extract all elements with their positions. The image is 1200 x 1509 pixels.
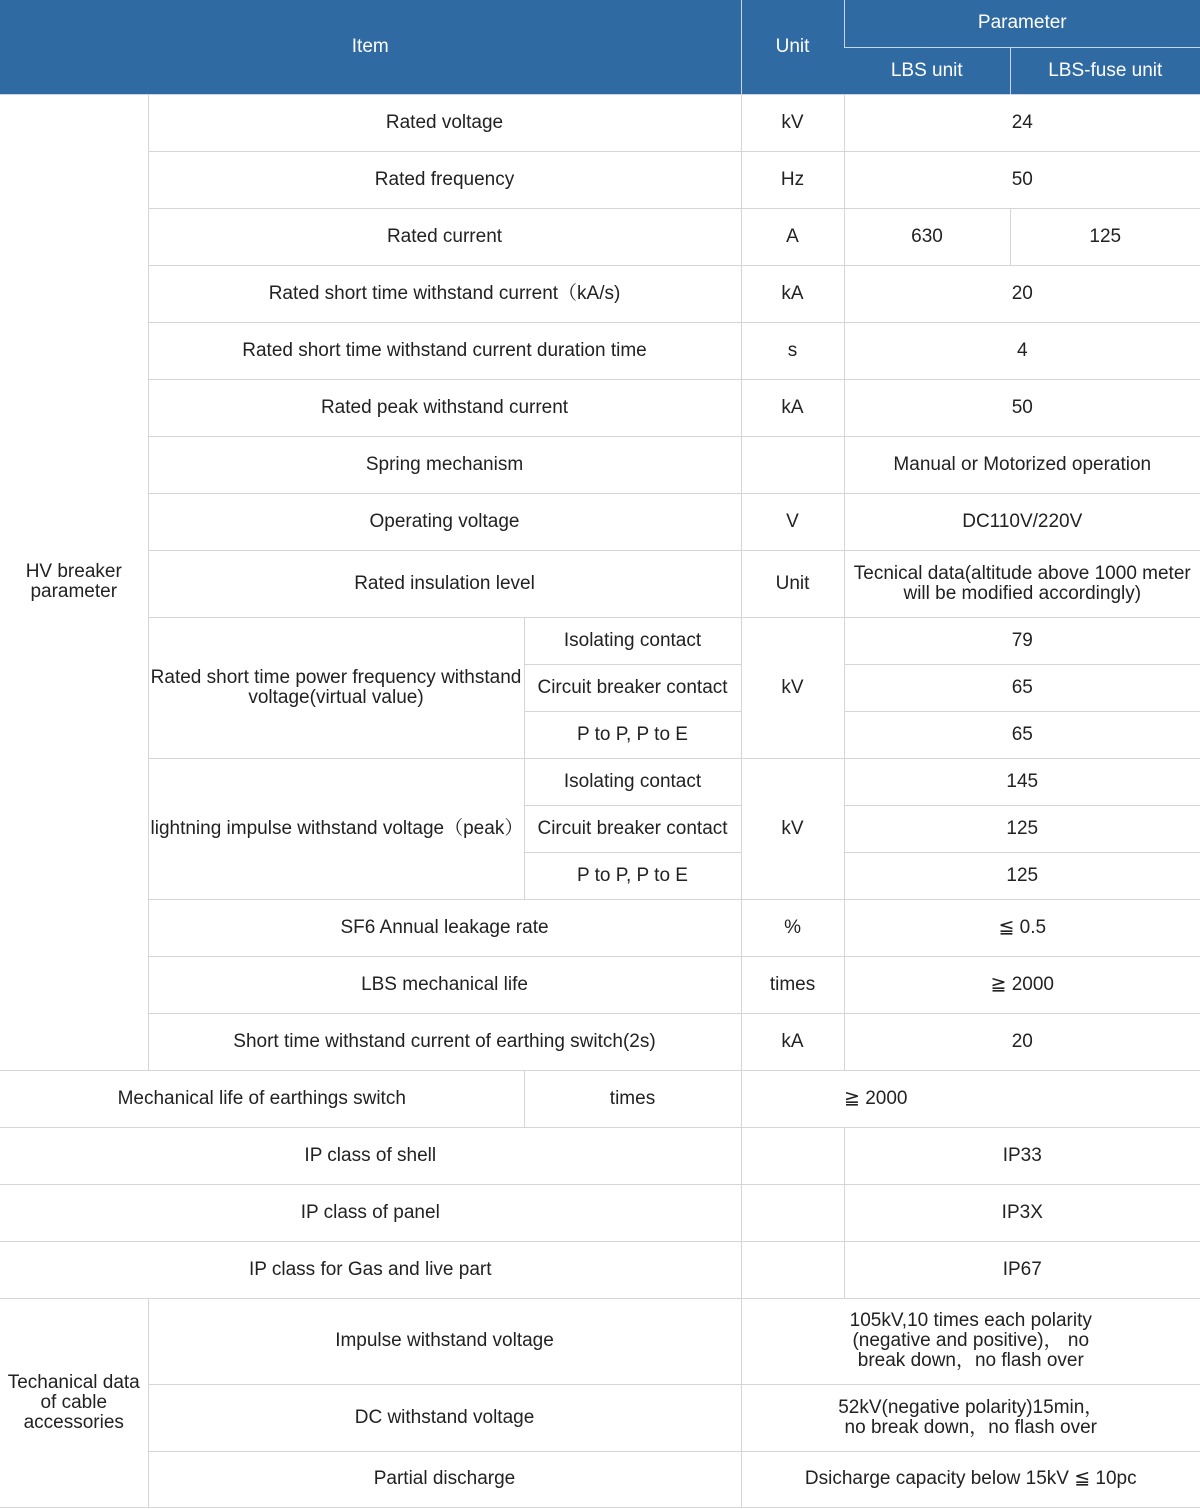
value-cell: 24	[844, 94, 1200, 151]
value-cell: 65	[844, 711, 1200, 758]
sub-item-cell: Circuit breaker contact	[524, 664, 741, 711]
item-cell: Operating voltage	[148, 493, 741, 550]
unit-cell	[741, 436, 844, 493]
group-hv-breaker: HV breaker parameter	[0, 94, 148, 1070]
sub-item-cell: P to P, P to E	[524, 852, 741, 899]
group-cable-accessories: Techanical data of cable accessories	[0, 1298, 148, 1507]
item-cell: Mechanical life of earthings switch	[0, 1070, 524, 1127]
item-cell: Rated short time withstand current duration time	[148, 322, 741, 379]
value-cell: 20	[844, 1013, 1200, 1070]
value-cell: 20	[844, 265, 1200, 322]
value-cell: 50	[844, 379, 1200, 436]
item-cell: Short time withstand current of earthing switch(2s)	[148, 1013, 741, 1070]
table-row	[0, 956, 1200, 1013]
unit-cell	[741, 1127, 844, 1184]
table-row	[0, 94, 1200, 151]
item-cell-lightning: lightning impulse withstand voltage（peak）	[148, 758, 524, 899]
table-row	[0, 1384, 1200, 1451]
table-row	[0, 1184, 1200, 1241]
value-cell: Tecnical data(altitude above 1000 meter will be modified accordingly)	[844, 550, 1200, 617]
value-cell: DC110V/220V	[844, 493, 1200, 550]
table-row	[0, 1241, 1200, 1298]
item-cell-power-frequency: Rated short time power frequency withstand voltage(virtual value)	[148, 617, 524, 758]
unit-cell: kA	[741, 265, 844, 322]
item-cell: Spring mechanism	[148, 436, 741, 493]
item-cell: Rated voltage	[148, 94, 741, 151]
item-cell: DC withstand voltage	[148, 1384, 741, 1451]
item-cell: IP class for Gas and live part	[0, 1241, 741, 1298]
value-cell: 50	[844, 151, 1200, 208]
unit-cell: s	[741, 322, 844, 379]
value-cell: ≧ 2000	[741, 1070, 1010, 1127]
unit-cell: %	[741, 899, 844, 956]
item-cell: Rated frequency	[148, 151, 741, 208]
unit-cell: kV	[741, 617, 844, 758]
value-cell: 4	[844, 322, 1200, 379]
table-row	[0, 758, 1200, 805]
table-row	[0, 493, 1200, 550]
value-cell: 125	[844, 805, 1200, 852]
table-row	[0, 1451, 1200, 1507]
table-row	[0, 1298, 1200, 1384]
table-row	[0, 550, 1200, 617]
sub-item-cell: Isolating contact	[524, 617, 741, 664]
table-row	[0, 265, 1200, 322]
unit-cell: times	[741, 956, 844, 1013]
unit-cell: Unit	[741, 550, 844, 617]
item-cell: Rated peak withstand current	[148, 379, 741, 436]
value-cell: 65	[844, 664, 1200, 711]
table-row	[0, 1127, 1200, 1184]
value-cell: 52kV(negative polarity)15min， no break down，no flash over	[741, 1384, 1200, 1451]
table-row	[0, 1013, 1200, 1070]
unit-cell: kV	[741, 94, 844, 151]
header-item: Item	[0, 0, 741, 94]
item-cell: Rated current	[148, 208, 741, 265]
unit-cell: kA	[741, 379, 844, 436]
value-cell: 105kV,10 times each polarity (negative and positive)， no break down，no flash over	[741, 1298, 1200, 1384]
value-cell: 145	[844, 758, 1200, 805]
item-cell: Rated insulation level	[148, 550, 741, 617]
item-cell: Rated short time withstand current（kA/s)	[148, 265, 741, 322]
unit-cell	[741, 1184, 844, 1241]
sub-item-cell: Isolating contact	[524, 758, 741, 805]
value-cell-lbs: 630	[844, 208, 1010, 265]
unit-cell: times	[524, 1070, 741, 1127]
item-cell: Impulse withstand voltage	[148, 1298, 741, 1384]
value-cell: ≧ 2000	[844, 956, 1200, 1013]
header-lbs-fuse-unit: LBS-fuse unit	[1010, 47, 1200, 94]
value-cell: IP3X	[844, 1184, 1200, 1241]
item-cell: LBS mechanical life	[148, 956, 741, 1013]
value-cell: IP67	[844, 1241, 1200, 1298]
table-row	[0, 899, 1200, 956]
unit-cell: V	[741, 493, 844, 550]
header-unit: Unit	[741, 0, 844, 94]
table-row	[0, 151, 1200, 208]
table-row	[0, 617, 1200, 664]
header-parameter: Parameter	[844, 0, 1200, 47]
unit-cell: Hz	[741, 151, 844, 208]
unit-cell	[741, 1241, 844, 1298]
table-row	[0, 208, 1200, 265]
value-cell: 125	[844, 852, 1200, 899]
value-cell: Manual or Motorized operation	[844, 436, 1200, 493]
unit-cell: kA	[741, 1013, 844, 1070]
table-row	[0, 322, 1200, 379]
value-cell: 79	[844, 617, 1200, 664]
value-cell: IP33	[844, 1127, 1200, 1184]
item-cell: Partial discharge	[148, 1451, 741, 1507]
table-row	[0, 379, 1200, 436]
table-row	[0, 436, 1200, 493]
unit-cell: kV	[741, 758, 844, 899]
header-lbs-unit: LBS unit	[844, 47, 1010, 94]
table-row	[0, 1070, 1200, 1127]
value-cell: Dsicharge capacity below 15kV ≦ 10pc	[741, 1451, 1200, 1507]
value-cell-fuse: 125	[1010, 208, 1200, 265]
sub-item-cell: P to P, P to E	[524, 711, 741, 758]
item-cell: SF6 Annual leakage rate	[148, 899, 741, 956]
unit-cell: A	[741, 208, 844, 265]
item-cell: IP class of shell	[0, 1127, 741, 1184]
value-cell: ≦ 0.5	[844, 899, 1200, 956]
sub-item-cell: Circuit breaker contact	[524, 805, 741, 852]
item-cell: IP class of panel	[0, 1184, 741, 1241]
